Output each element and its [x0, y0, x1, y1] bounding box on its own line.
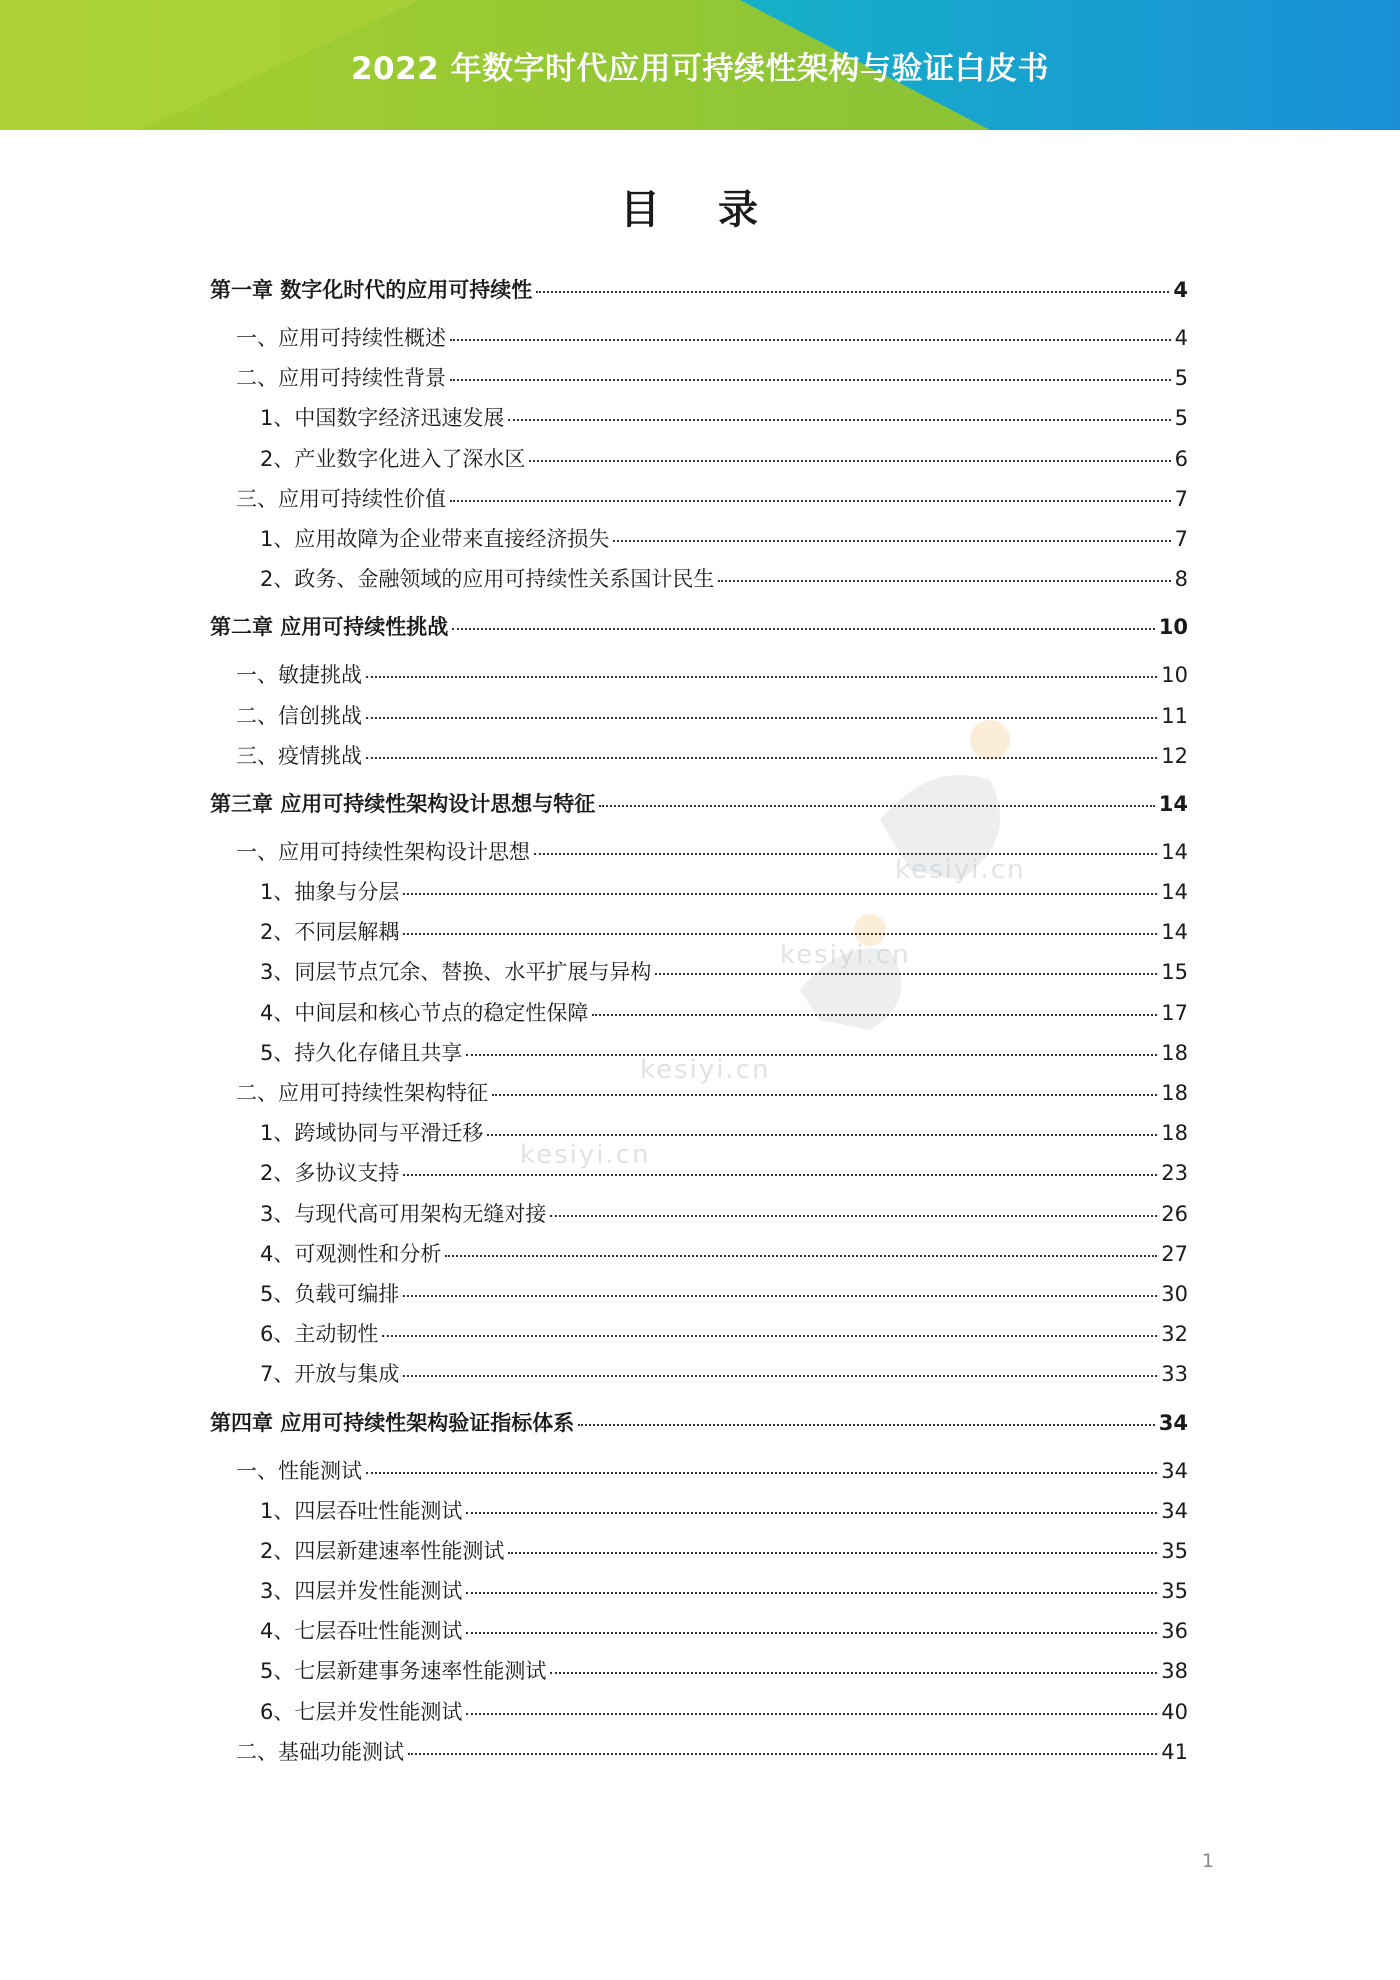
toc-leader-dots	[578, 1424, 1154, 1426]
toc-entry-page: 35	[1161, 1538, 1188, 1563]
toc-section-entry[interactable]	[210, 832, 1188, 872]
toc-entry-title: 7、开放与集成	[260, 1362, 400, 1387]
watermark-text: kesiyi.cn	[895, 855, 1026, 885]
toc-leader-dots	[508, 1552, 1157, 1554]
toc-entry-title: 2、不同层解耦	[260, 920, 400, 945]
watermark-text: kesiyi.cn	[640, 1055, 771, 1085]
toc-leader-dots	[403, 933, 1157, 935]
toc-entry-page: 33	[1161, 1362, 1188, 1387]
toc-leader-dots	[487, 1134, 1157, 1136]
toc-entry-title: 4、七层吞吐性能测试	[260, 1619, 463, 1644]
toc-entry-title: 1、中国数字经济迅速发展	[260, 406, 505, 431]
toc-section-entry[interactable]	[210, 1651, 1188, 1691]
toc-entry-page: 40	[1161, 1699, 1188, 1724]
toc-section-entry[interactable]	[210, 696, 1188, 736]
toc-section-entry[interactable]	[210, 519, 1188, 559]
toc-chapter-entry[interactable]	[210, 262, 1188, 318]
toc-entry-title: 1、应用故障为企业带来直接经济损失	[260, 526, 610, 551]
toc-entry-page: 27	[1161, 1241, 1188, 1266]
toc-entry-title: 一、性能测试	[236, 1458, 362, 1483]
toc-entry-title: 6、主动韧性	[260, 1322, 379, 1347]
toc-section-entry[interactable]	[210, 993, 1188, 1033]
toc-section-entry[interactable]	[210, 398, 1188, 438]
toc-leader-dots	[466, 1592, 1157, 1594]
toc-entry-page: 18	[1161, 1121, 1188, 1146]
toc-leader-dots	[366, 717, 1157, 719]
toc-entry-page: 5	[1174, 406, 1188, 431]
toc-section-entry[interactable]	[210, 1314, 1188, 1354]
toc-entry-title: 2、政务、金融领域的应用可持续性关系国计民生	[260, 567, 715, 592]
toc-leader-dots	[408, 1753, 1157, 1755]
toc-entry-title: 第一章 数字化时代的应用可持续性	[210, 278, 533, 302]
toc-section-entry[interactable]	[210, 439, 1188, 479]
toc-entry-title: 二、信创挑战	[236, 703, 362, 728]
header-banner	[0, 0, 1400, 130]
toc-entry-page: 14	[1161, 839, 1188, 864]
toc-section-entry[interactable]	[210, 1732, 1188, 1772]
toc-leader-dots	[655, 973, 1157, 975]
toc-leader-dots	[466, 1632, 1157, 1634]
toc-leader-dots	[592, 1014, 1157, 1016]
toc-entry-title: 2、四层新建速率性能测试	[260, 1538, 505, 1563]
toc-entry-title: 三、疫情挑战	[236, 743, 362, 768]
toc-entry-title: 5、负载可编排	[260, 1281, 400, 1306]
toc-entry-title: 3、与现代高可用架构无缝对接	[260, 1201, 547, 1226]
toc-entry-page: 7	[1174, 526, 1188, 551]
toc-leader-dots	[403, 893, 1157, 895]
toc-section-entry[interactable]	[210, 1194, 1188, 1234]
toc-entry-page: 34	[1158, 1410, 1188, 1435]
toc-entry-page: 4	[1173, 278, 1188, 302]
toc-entry-page: 18	[1161, 1081, 1188, 1105]
toc-entry-title: 1、抽象与分层	[260, 880, 400, 905]
toc-entry-page: 35	[1161, 1579, 1188, 1604]
toc-entry-page: 10	[1158, 615, 1188, 640]
toc-entry-page: 36	[1161, 1619, 1188, 1644]
toc-entry-title: 三、应用可持续性价值	[236, 486, 446, 511]
toc-section-entry[interactable]	[210, 912, 1188, 952]
toc-section-entry[interactable]	[210, 479, 1188, 519]
toc-entry-title: 3、同层节点冗余、替换、水平扩展与异构	[260, 960, 652, 985]
toc-section-entry[interactable]	[210, 1611, 1188, 1651]
toc-entry-page: 4	[1174, 326, 1188, 350]
toc-heading: 目 录	[620, 187, 780, 233]
toc-leader-dots	[366, 1472, 1157, 1474]
toc-entry-page: 5	[1174, 366, 1188, 391]
toc-section-entry[interactable]	[210, 1451, 1188, 1491]
toc-section-entry[interactable]	[210, 872, 1188, 912]
toc-entry-page: 6	[1174, 446, 1188, 471]
toc-leader-dots	[718, 580, 1170, 582]
toc-leader-dots	[382, 1335, 1157, 1337]
toc-chapter-entry[interactable]	[210, 1395, 1188, 1451]
toc-leader-dots	[450, 379, 1171, 381]
toc-entry-title: 一、应用可持续性概述	[236, 326, 446, 350]
toc-section-entry[interactable]	[210, 1354, 1188, 1394]
toc-entry-title: 4、中间层和核心节点的稳定性保障	[260, 1000, 589, 1025]
toc-entry-page: 30	[1161, 1281, 1188, 1306]
toc-entry-page: 14	[1161, 880, 1188, 905]
page-number: 1	[1201, 1850, 1214, 1872]
toc-section-entry[interactable]	[210, 358, 1188, 398]
toc-chapter-entry[interactable]	[210, 599, 1188, 655]
toc-entry-page: 32	[1161, 1322, 1188, 1347]
toc-leader-dots	[492, 1094, 1157, 1096]
toc-entry-title: 第四章 应用可持续性架构验证指标体系	[210, 1410, 575, 1435]
toc-entry-page: 23	[1161, 1161, 1188, 1186]
header-title: 2022 年数字时代应用可持续性架构与验证白皮书	[350, 50, 1050, 87]
toc-section-entry[interactable]	[210, 1692, 1188, 1732]
toc-section-entry[interactable]	[210, 952, 1188, 992]
toc-entry-page: 15	[1161, 960, 1188, 985]
toc-entry-title: 5、持久化存储且共享	[260, 1040, 463, 1065]
toc-section-entry[interactable]	[210, 1571, 1188, 1611]
toc-section-entry[interactable]	[210, 1153, 1188, 1193]
toc-section-entry[interactable]	[210, 318, 1188, 358]
toc-leader-dots	[450, 339, 1171, 341]
toc-leader-dots	[466, 1054, 1157, 1056]
toc-entry-title: 一、应用可持续性架构设计思想	[236, 839, 530, 864]
toc-leader-dots	[534, 853, 1157, 855]
toc-section-entry[interactable]	[210, 1113, 1188, 1153]
toc-entry-title: 6、七层并发性能测试	[260, 1699, 463, 1724]
toc-leader-dots	[450, 500, 1171, 502]
toc-entry-page: 18	[1161, 1040, 1188, 1065]
toc-entry-page: 11	[1161, 703, 1188, 728]
toc-entry-title: 1、四层吞吐性能测试	[260, 1498, 463, 1523]
toc-entry-title: 2、多协议支持	[260, 1161, 400, 1186]
toc-leader-dots	[403, 1375, 1157, 1377]
toc-entry-page: 38	[1161, 1659, 1188, 1684]
toc-leader-dots	[445, 1255, 1157, 1257]
toc-entry-page: 14	[1161, 920, 1188, 945]
toc-entry-page: 14	[1158, 791, 1188, 816]
toc-entry-page: 34	[1161, 1458, 1188, 1483]
toc-entry-title: 1、跨域协同与平滑迁移	[260, 1121, 484, 1146]
toc-leader-dots	[466, 1713, 1157, 1715]
toc-leader-dots	[550, 1215, 1157, 1217]
toc-leader-dots	[366, 676, 1157, 678]
toc-entry-title: 4、可观测性和分析	[260, 1241, 442, 1266]
toc-section-entry[interactable]	[210, 1033, 1188, 1073]
toc-section-entry[interactable]	[210, 1274, 1188, 1314]
watermark-text: kesiyi.cn	[780, 940, 911, 970]
toc-entry-title: 二、应用可持续性背景	[236, 366, 446, 391]
toc-entry-title: 一、敏捷挑战	[236, 663, 362, 688]
toc-leader-dots	[508, 419, 1170, 421]
toc-section-entry[interactable]	[210, 655, 1188, 695]
toc-entry-title: 二、应用可持续性架构特征	[236, 1081, 488, 1105]
toc-section-entry[interactable]	[210, 559, 1188, 599]
toc-entry-page: 10	[1161, 663, 1188, 688]
toc-section-entry[interactable]	[210, 1234, 1188, 1274]
toc-entry-title: 二、基础功能测试	[236, 1739, 404, 1764]
toc-entry-title: 第三章 应用可持续性架构设计思想与特征	[210, 791, 596, 816]
toc-entry-page: 34	[1161, 1498, 1188, 1523]
toc-chapter-entry[interactable]	[210, 776, 1188, 832]
toc-leader-dots	[599, 805, 1154, 807]
toc-leader-dots	[452, 628, 1154, 630]
toc-leader-dots	[613, 540, 1170, 542]
toc-section-entry[interactable]	[210, 1531, 1188, 1571]
toc-entry-page: 41	[1161, 1739, 1188, 1764]
toc-leader-dots	[403, 1295, 1157, 1297]
toc-section-entry[interactable]	[210, 1073, 1188, 1113]
table-of-contents	[210, 262, 1188, 1772]
toc-leader-dots	[403, 1174, 1157, 1176]
toc-entry-page: 7	[1174, 486, 1188, 511]
toc-leader-dots	[550, 1672, 1157, 1674]
toc-entry-title: 3、四层并发性能测试	[260, 1579, 463, 1604]
toc-entry-title: 5、七层新建事务速率性能测试	[260, 1659, 547, 1684]
toc-entry-page: 17	[1161, 1000, 1188, 1025]
toc-section-entry[interactable]	[210, 736, 1188, 776]
toc-entry-page: 8	[1174, 567, 1188, 592]
toc-leader-dots	[366, 757, 1157, 759]
toc-leader-dots	[529, 460, 1170, 462]
toc-entry-page: 26	[1161, 1201, 1188, 1226]
toc-entry-title: 2、产业数字化进入了深水区	[260, 446, 526, 471]
toc-section-entry[interactable]	[210, 1491, 1188, 1531]
toc-entry-page: 12	[1161, 743, 1188, 768]
toc-entry-title: 第二章 应用可持续性挑战	[210, 615, 449, 640]
toc-leader-dots	[536, 291, 1169, 293]
watermark-text: kesiyi.cn	[520, 1140, 651, 1170]
toc-leader-dots	[466, 1512, 1157, 1514]
